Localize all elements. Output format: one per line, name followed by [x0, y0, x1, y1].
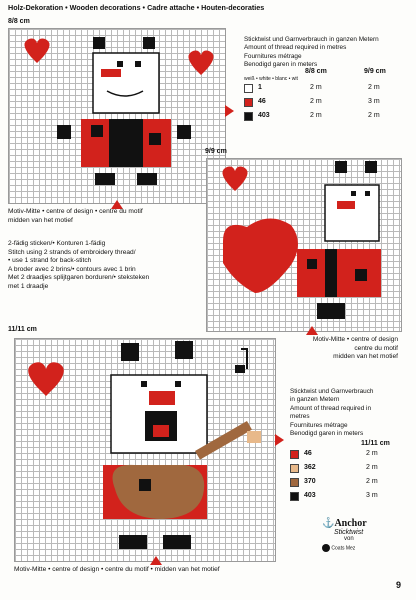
motif2-size-label: 9/9 cm — [205, 148, 227, 155]
motif2-chart — [206, 158, 402, 332]
stitch-instructions: 2-fädig sticken/• Konturen 1-fädig Stitch using 2 strands of embroidery thread/ • use 1 strand for back-stitch A broder avec 2 brins/• contours avec 1 brin Met 2 draadjes splijtgaren borduren/• steksteken met 1 draadje — [8, 240, 150, 290]
swatch-white — [244, 84, 253, 93]
motif3-caption: Motiv-Mitte • centre of design • centre du motif • midden van het motief — [14, 566, 220, 573]
motif2-caption: Motiv-Mitte • centre of design centre du motif midden van het motief — [312, 336, 398, 361]
coats-icon — [322, 544, 330, 552]
heart-icon — [222, 167, 247, 192]
center-marker — [225, 105, 234, 117]
heart-icon — [188, 51, 213, 76]
motif1-chart — [8, 28, 226, 204]
anchor-logo: ⚓Anchor Sticktwist von Coats Mez — [322, 518, 398, 552]
swatch-red — [244, 98, 253, 107]
motif1-size-label: 8/8 cm — [8, 18, 30, 25]
thread2-header: 11/11 cm — [361, 440, 390, 447]
motif3-size-label: 11/11 cm — [8, 326, 37, 333]
heart-icon — [24, 39, 49, 64]
thread-table-2: 46 2 m 362 2 m 370 2 m 403 3 m — [290, 450, 408, 510]
thread-colnote: weiß • white • blanc • wit — [244, 76, 298, 82]
swatch-black — [244, 112, 253, 121]
swatch-tan — [290, 464, 299, 473]
heart-icon — [28, 362, 64, 396]
thread-table: 1 2 m 2 m 46 2 m 3 m 403 2 m 2 m — [244, 84, 404, 124]
thread-info-2: Sticktwist und Garnverbrauch in ganzen Metern Amount of thread required in metres Fournitures métrage Benodigd garen in meters — [290, 388, 374, 438]
center-marker — [275, 434, 284, 446]
thread-header-9: 9/9 cm — [364, 68, 386, 75]
anchor-icon: ⚓ — [322, 518, 335, 529]
page-number: 9 — [396, 580, 402, 590]
motif1-caption: Motiv-Mitte • centre of design • centre du motif midden van het motief — [8, 208, 143, 224]
center-marker — [150, 556, 162, 565]
coats-logo: Coats Mez — [322, 544, 398, 552]
motif3-chart — [14, 338, 276, 562]
swatch-red — [290, 450, 299, 459]
swatch-brown — [290, 478, 299, 487]
page-header: Holz-Dekoration • Wooden decorations • Cadre attache • Houten-decoraties — [8, 3, 265, 12]
thread-info: Sticktwist und Garnverbrauch in ganzen Metern Amount of thread required in metres Fournitures métrage Benodigd garen in meters — [244, 36, 379, 69]
center-marker — [306, 326, 318, 335]
thread-header-8: 8/8 cm — [305, 68, 327, 75]
swatch-black — [290, 492, 299, 501]
